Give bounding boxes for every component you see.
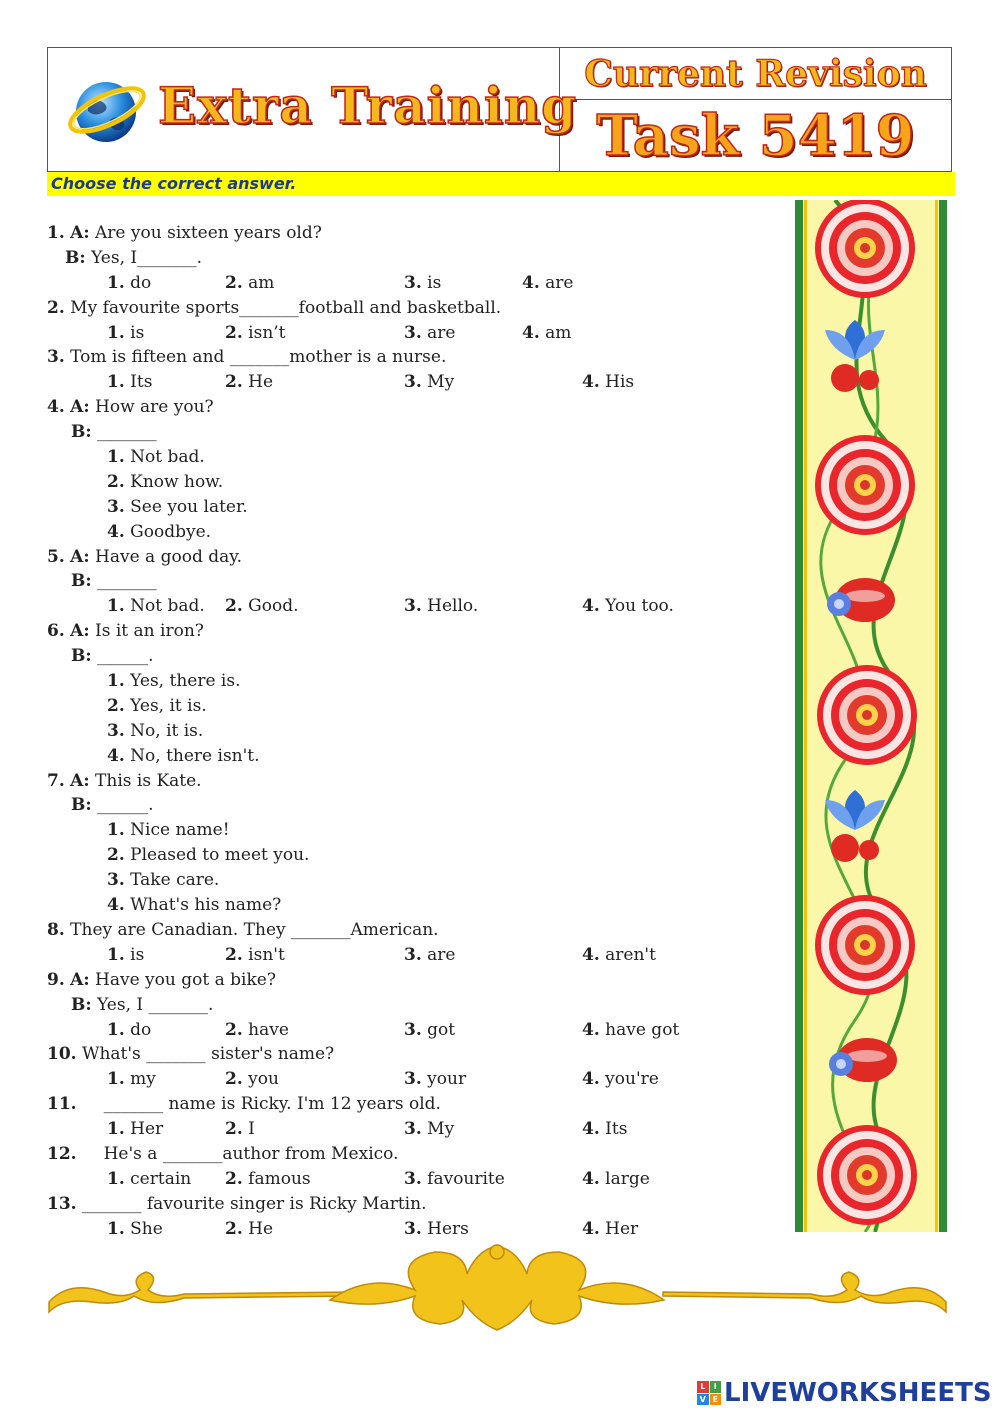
option-3[interactable]: 3. See you later. [107,496,248,517]
option-1[interactable]: 1. Her [107,1119,164,1140]
option-2[interactable]: 2. am [225,272,275,293]
answer-blank[interactable]: ______. [97,795,154,816]
question-text: Tom is fifteen and _______mother is a nurse. [70,347,447,368]
question-number: 4. [47,397,65,418]
gold-scroll-ornament [45,1240,950,1335]
option-1[interactable]: 1. Its [107,372,153,393]
globe-logo-icon [66,70,148,148]
question-text: They are Canadian. They _______American. [70,919,439,940]
option-3[interactable]: 3. your [404,1069,467,1090]
speaker-label: B: [71,646,92,667]
speaker-label: A: [70,546,90,567]
option-2[interactable]: 2. I [225,1119,255,1140]
question-text: _______ favourite singer is Ricky Martin. [81,1193,427,1214]
speaker-label: B: [65,247,86,268]
option-3[interactable]: 3. My [404,372,455,393]
option-3[interactable]: 3. got [404,1019,456,1040]
question-number: 1. [47,223,65,243]
option-3[interactable]: 3. Take care. [107,870,220,891]
option-2[interactable]: 2. have [225,1019,289,1040]
options-row [47,1217,787,1242]
brand-title: Extra Training [158,76,578,135]
option-4[interactable]: 4. you're [582,1069,659,1090]
option-4[interactable]: 4. are [522,272,574,293]
options-row [47,321,787,346]
question-list [47,221,787,1242]
question-number: 13. [47,1193,77,1214]
option-1[interactable]: 1. my [107,1069,156,1090]
option-2[interactable]: 2. famous [225,1168,311,1189]
question-number: 11. [47,1094,77,1115]
option-4[interactable]: 4. aren't [582,944,656,965]
options-row [47,370,787,395]
question-text: _______ name is Ricky. I'm 12 years old. [103,1094,441,1115]
option-3[interactable]: 3. Hers [404,1218,469,1239]
answer-blank[interactable]: _______ [97,422,157,443]
question-text: This is Kate. [95,770,202,791]
question-text: My favourite sports_______football and basketball. [70,297,502,318]
question-12 [47,1142,787,1167]
speaker-label: B: [71,795,92,816]
option-4[interactable]: 4. am [522,322,572,343]
option-4[interactable]: 4. You too. [582,596,674,617]
option-1[interactable]: 1. do [107,1019,152,1040]
option-4[interactable]: 4. Goodbye. [107,521,212,542]
option-2[interactable]: 2. you [225,1069,279,1090]
option-1[interactable]: 1. is [107,944,145,965]
answer-blank[interactable]: _______ [97,571,157,592]
instruction: Choose the correct answer. [47,172,955,196]
option-2[interactable]: 2. isn’t [225,322,286,343]
option-4[interactable]: 4. What's his name? [107,895,282,916]
answer-line [47,793,787,818]
option-1[interactable]: 1. do [107,272,152,293]
options-row [47,594,787,619]
answer-line [47,569,787,594]
question-text: Have you got a bike? [95,969,276,990]
answer-blank[interactable]: Yes, I _______. [97,994,214,1015]
question-number: 6. [47,621,65,642]
question-text: What's _______ sister's name? [81,1044,335,1065]
question-text: He's a _______author from Mexico. [103,1143,399,1164]
option-1[interactable]: 1. certain [107,1168,192,1189]
question-6 [47,619,787,644]
speaker-label: A: [70,969,90,990]
question-5 [47,545,787,570]
option-3[interactable]: 3. is [404,272,442,293]
question-text: How are you? [95,397,214,418]
task-number: Task 5419 [596,102,915,169]
option-3[interactable]: 3. Hello. [404,596,479,617]
answer-line [47,644,787,669]
option-1[interactable]: 1. Yes, there is. [107,671,241,692]
footer-brand-text: LIVEWORKSHEETS [724,1378,992,1408]
option-3[interactable]: 3. are [404,944,456,965]
question-number: 12. [47,1143,77,1164]
option-3[interactable]: 3. My [404,1119,455,1140]
speaker-label: A: [70,621,90,642]
question-number: 9. [47,969,65,990]
options-row [47,271,787,296]
options-row [47,1067,787,1092]
option-4[interactable]: 4. Its [582,1119,628,1140]
question-number: 8. [47,919,65,940]
option-4[interactable]: 4. His [582,372,635,393]
speaker-label: A: [70,223,90,243]
worksheet-header [47,47,952,172]
speaker-label: B: [71,571,92,592]
option-1[interactable]: 1. Not bad. [107,596,205,617]
option-4[interactable]: 4. large [582,1168,650,1189]
question-9 [47,968,787,993]
question-number: 5. [47,546,65,567]
question-number: 7. [47,770,65,791]
option-3[interactable]: 3. are [404,322,456,343]
liveworksheets-logo [697,1378,992,1408]
option-3[interactable]: 3. favourite [404,1168,505,1189]
question-10 [47,1042,787,1067]
header-task-cell [560,48,951,171]
question-3 [47,345,787,370]
question-8 [47,918,787,943]
answer-blank[interactable]: Yes, I_______. [91,247,203,268]
option-3[interactable]: 3. No, it is. [107,720,204,741]
speaker-label: B: [71,422,92,443]
option-4[interactable]: 4. Her [582,1218,639,1239]
speaker-label: A: [70,397,90,418]
option-2[interactable]: 2. isn't [225,944,285,965]
floral-border-decoration [795,200,947,1232]
question-text: Are you sixteen years old? [95,223,322,243]
options-row [47,943,787,968]
header-brand-cell [48,48,578,171]
option-2[interactable]: 2. He [225,372,274,393]
answer-blank[interactable]: ______. [97,646,154,667]
question-13 [47,1192,787,1217]
question-number: 3. [47,347,65,368]
question-number: 2. [47,297,65,318]
option-4[interactable]: 4. have got [582,1019,680,1040]
question-1 [47,221,787,246]
option-2[interactable]: 2. Good. [225,596,299,617]
answer-line [47,993,787,1018]
question-text: Have a good day. [95,546,243,567]
live-badge-icon: L I V E [697,1381,721,1405]
option-1[interactable]: 1. She [107,1218,163,1239]
option-2[interactable]: 2. Pleased to meet you. [107,845,310,866]
option-1[interactable]: 1. is [107,322,145,343]
question-2 [47,296,787,321]
option-4[interactable]: 4. No, there isn't. [107,745,260,766]
speaker-label: A: [70,770,90,791]
question-number: 10. [47,1044,77,1065]
subtitle: Current Revision [560,48,951,100]
answer-line [47,246,787,271]
question-7 [47,769,787,794]
speaker-label: B: [71,994,92,1015]
options-row [47,1167,787,1192]
answer-line [47,420,787,445]
options-row [47,1117,787,1142]
question-11 [47,1092,787,1117]
options-row [47,1018,787,1043]
option-2[interactable]: 2. He [225,1218,274,1239]
question-text: Is it an iron? [95,621,204,642]
option-2[interactable]: 2. Yes, it is. [107,695,207,716]
option-2[interactable]: 2. Know how. [107,471,224,492]
option-1[interactable]: 1. Not bad. [107,447,205,468]
question-4 [47,395,787,420]
option-1[interactable]: 1. Nice name! [107,820,230,841]
